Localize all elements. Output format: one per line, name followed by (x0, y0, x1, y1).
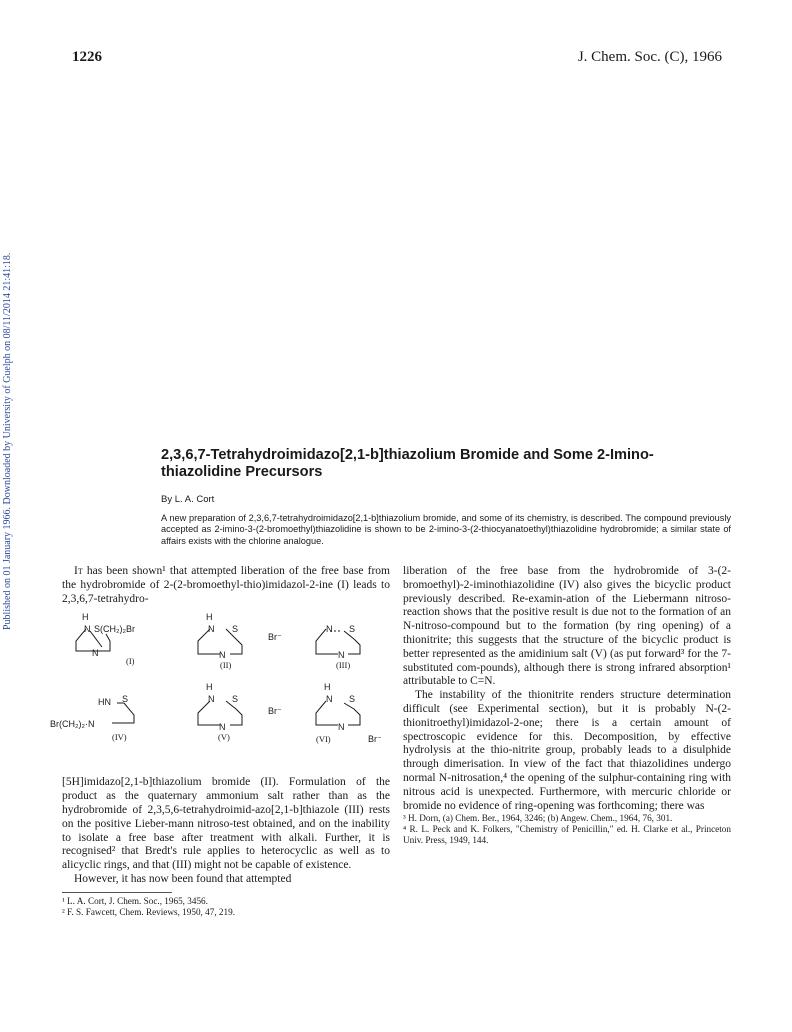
atom-n: N (326, 694, 333, 705)
atom-n: N (84, 624, 91, 635)
atom-n: N (219, 722, 226, 733)
compound-label-V: (V) (218, 732, 230, 743)
atom-n: N (208, 624, 215, 635)
article-abstract: A new preparation of 2,3,6,7-tetrahydroimidazo[2,1-b]thiazolium bromide, and some of its chemistry, is described. The compound previously accepted as 2-imino-3-(2-bromoethyl)thiazolidine is shown to be 2-imino-3-(2-thiocyanatoethyl)thiazolidine hydrobromide; a similar state of affairs exists with the chlorine analogue. (161, 513, 731, 546)
counter-ion: Br⁻ (268, 706, 282, 717)
drop-word: It (74, 565, 83, 577)
paragraph-instability: The instability of the thionitrite renders structure determination difficult (see Experimental section), but it is probably N-(2-thionitroethyl)imidazol-2-one; there is a certain amount of spectroscopic evidence for this. Decomposition, by effective hydrolysis at the thio-nitrite group, probably leads to a disulphide through dimerisation. In view of the fact that thiazolidines undergo normal N-nitrosation,⁴ the opening of the sulphur-containing ring with nitrous acid is unexpected. Furthermore, with mercuric chloride or bromide no evidence of ring-opening was forthcoming; there was (403, 689, 731, 812)
counter-ion: Br⁻ (268, 632, 282, 643)
atom-h: H (82, 612, 89, 623)
footnote-4: ⁴ R. L. Peck and K. Folkers, "Chemistry of Penicillin," ed. H. Clarke et al., Princeton Univ. Press, 1949, 144. (403, 824, 731, 846)
atom-n: N (338, 722, 345, 733)
paragraph-liberation: liberation of the free base from the hydrobromide of 3-(2-bromoethyl)-2-iminothiazolidine (IV) also gives the bicyclic product previously described. Re-examin-ation of the Liebermann nitroso-reaction shows that the positive result is due not to the formation of an N-nitroso-compound but to the formation (by ring opening) of a thionitrite; this suggests that the structure of the bicyclic product is better represented as the amidinium salt (V) (as put forward³ for the 7-substituted com-pounds), although there is strong infrared absorption¹ attributable to C=N. (403, 565, 731, 688)
journal-reference: J. Chem. Soc. (C), 1966 (577, 49, 722, 65)
atom-hn: HN (98, 697, 111, 708)
atom-n-plus: N (219, 650, 226, 661)
compound-label-III: (III) (336, 660, 351, 671)
footnote-2: ² F. S. Fawcett, Chem. Reviews, 1950, 47, 219. (62, 906, 236, 917)
article-title: 2,3,6,7-Tetrahydroimidazo[2,1-b]thiazolium Bromide and Some 2-Imino-thiazolidine Precursors (161, 447, 654, 480)
side-chain-label: Br(CH₂)₂·N (50, 719, 95, 730)
atom-s: S (349, 694, 356, 705)
left-column (50, 565, 390, 918)
atom-n: N (92, 648, 99, 659)
article-author: By L. A. Cort (161, 494, 215, 505)
footnote-1: ¹ L. A. Cort, J. Chem. Soc., 1965, 3456. (62, 895, 208, 906)
footnote-3: ³ H. Dorn, (a) Chem. Ber., 1964, 3246; (b) Angew. Chem., 1964, 76, 301. (403, 813, 673, 824)
atom-s: S (349, 624, 356, 635)
atom-h: H (324, 682, 331, 693)
paragraph-intro-text: has been shown¹ that attempted liberation of the free base from the hydrobromide of 2-(2-bromoethyl-thio)imidazol-2-ine (I) leads to 2,3,6,7-tetrahydro- (62, 565, 390, 605)
right-column (403, 565, 731, 846)
side-note-text: Published on 01 January 1966. Downloaded by University of Guelph on 08/11/2014 21:41:18. (2, 252, 13, 630)
atom-h: H (206, 682, 213, 693)
atom-n: N (338, 650, 345, 661)
compound-label-II: (II) (220, 660, 232, 671)
counter-ion: Br⁻ (368, 734, 382, 745)
paragraph-formulation: [5H]imidazo[2,1-b]thiazolium bromide (II). Formulation of the product as the quaternary ammonium salt rather than as the hydrobromide of 2,3,5,6-tetrahydroimid-azo[2,1-b]thiazole (III) rests on the positive Lieber-mann nitroso-test obtained, and on the inability to isolate a free base after treatment with alkali. Further, it is recognised² that Bredt's rule applies to heterocyclic as well as to alicyclic rings, and that (III) might not be capable of existence. (62, 776, 390, 872)
atom-s: S (232, 694, 239, 705)
compound-label-IV: (IV) (112, 732, 127, 743)
atom-s: S (122, 694, 129, 705)
compound-label-I: (I) (126, 656, 135, 667)
page-number: 1226 (72, 49, 102, 65)
paragraph-intro (62, 565, 390, 606)
compound-label-VI: (VI) (316, 734, 331, 745)
chemical-structures-figure (50, 609, 390, 774)
atom-s: S (232, 624, 239, 635)
article-header (161, 447, 731, 547)
footnote-divider (62, 892, 172, 893)
atom-h: H (206, 612, 213, 623)
paragraph-however: However, it has now been found that attempted (74, 872, 292, 885)
side-chain-label: S(CH₂)₂Br (94, 624, 135, 635)
publication-side-note (2, 252, 13, 630)
atom-n: N (208, 694, 215, 705)
atom-n: N (326, 624, 333, 635)
